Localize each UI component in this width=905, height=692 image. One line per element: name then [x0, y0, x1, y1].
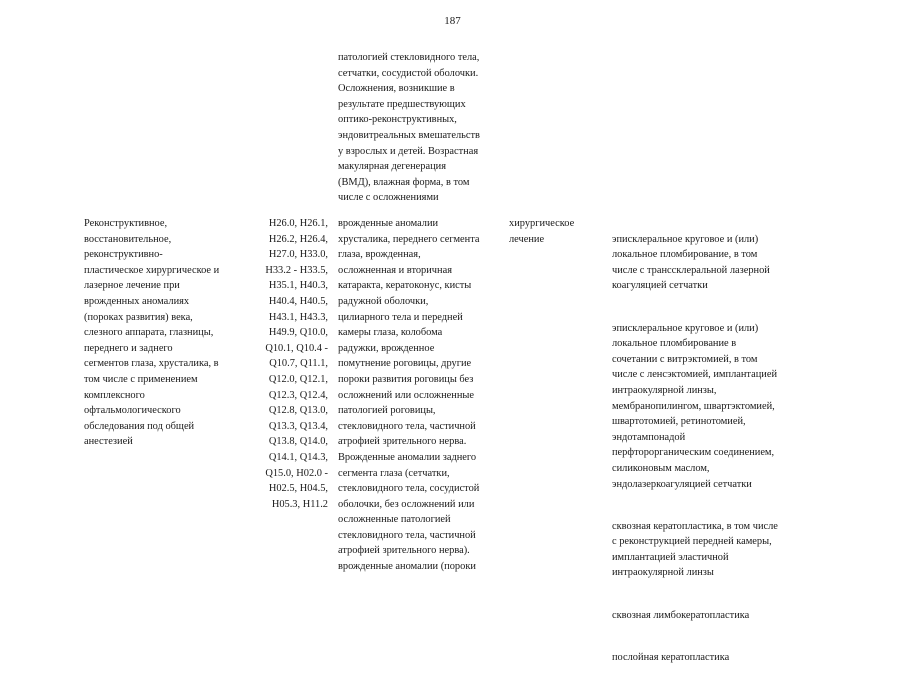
disease-model-cell: врожденные аномалии хрусталика, переднего сегмента глаза, врожденная, осложненная и вторичная катаракта, кератоконус, кисты радужной оболочки, цилиарного тела и передней камеры глаза, колобома радужки, врожденное помутнение роговицы, другие пороки развития роговицы без осложнений или осложненные патологией роговицы, стекловидного тела, частичной атрофией зрительного нерва. Врожденные аномалии заднего сегмента глаза (сетчатки, стекловидного тела, сосудистой оболочки, без осложнений или осложненные патологией стекловидного тела, частичной атрофией зрительного нерва). врожденные аномалии (пороки [338, 218, 480, 573]
icd-codes-cell: H26.0, H26.1, H26.2, H26.4, H27.0, H33.0, H33.2 - H33.5, H35.1, H40.3, H40.4, H40.5, H43.1, H43.3, H49.9, Q10.0, Q10.1, Q10.4 - Q10.7, Q11.1, Q12.0, Q12.1, Q12.3, Q12.4, Q12.8, Q13.0, Q13.3, Q13.4, Q13.8, Q14.0, Q14.1, Q14.3, Q15.0, H02.0 - H02.5, H04.5, H05.3, H11.2 [265, 218, 328, 510]
treatment-method-item: эписклеральное круговое и (или) локальное пломбирование в сочетании с витрэктомией, в том числе с ленсэктомией, имплантацией интраокулярной линзы, мембранопилингом, швартэктомией, швартотомией, ретинотомией, эндотампонадой перфторорганическим соединением, силиконовым маслом, эндолазеркоагуляцией сетчатки [612, 322, 778, 490]
treatment-method-item: сквозная кератопластика, в том числе с реконструкцией передней камеры, имплантацией эластичной интраокулярной линзы [612, 520, 778, 579]
continued-disease-model-cell: патологией стекловидного тела, сетчатки, сосудистой оболочки. Осложнения, возникшие в результате предшествующих оптико-реконструктивных, эндовитреальных вмешательств у взрослых и детей. Возрастная макулярная дегенерация (ВМД), влажная форма, в том числе с осложнениями [338, 52, 480, 204]
treatment-method-item: сквозная лимбокератопластика [612, 609, 750, 621]
treatment-method-item: эписклеральное круговое и (или) локальное пломбирование, в том числе с транссклеральной лазерной коагуляцией сетчатки [612, 233, 770, 292]
treatment-method-item: послойная кератопластика [612, 651, 730, 663]
treatment-type-cell: хирургическое лечение [509, 218, 575, 245]
page-number: 187 [444, 15, 461, 27]
treatment-methods-cell [612, 216, 808, 692]
care-type-cell: Реконструктивное, восстановительное, реконструктивно- пластическое хирургическое и лазерное лечение при врожденных аномалиях (пороках развития) века, слезного аппарата, глазницы, переднего и заднего сегментов глаза, хрусталика, в том числе с применением комплексного офтальмологического обследования под общей анестезией [84, 218, 220, 448]
